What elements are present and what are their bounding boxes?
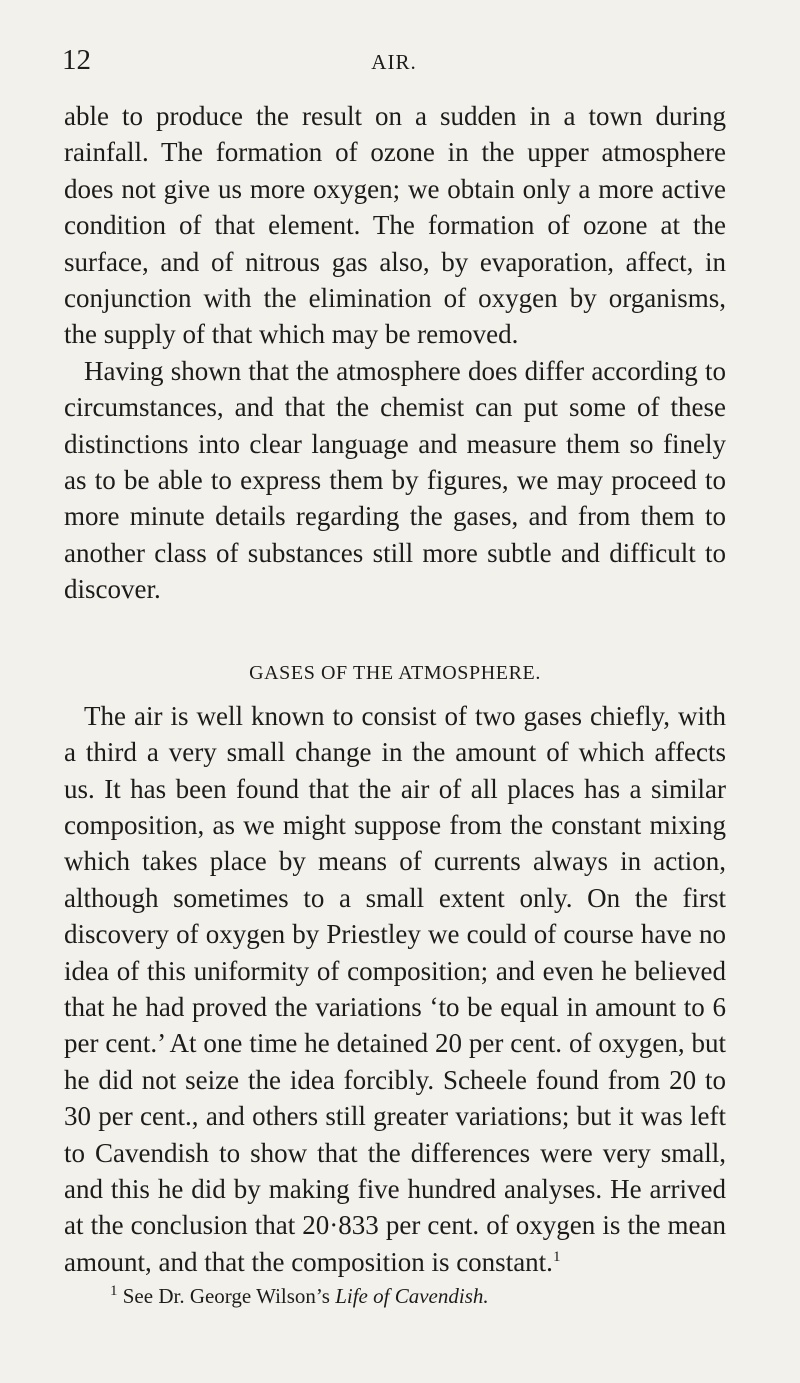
page-number: 12 — [62, 44, 91, 76]
paragraph-continuation: able to produce the result on a sudden in a town during rainfall. The formation of ozone in the upper atmosphere does not give us more oxygen; we obtain only a more active condition of that element. The formation of ozone at the surface, and of nitrous gas also, by evaporation, affect, in conjunction with the elimination of oxygen by organisms, the supply of that which may be removed. — [64, 101, 726, 350]
footnote-text: See Dr. George Wilson’s — [122, 1284, 330, 1309]
paragraph-gases — [64, 698, 726, 1281]
footnote — [64, 1282, 726, 1310]
running-title: AIR. — [371, 50, 417, 74]
section-heading: GASES OF THE ATMOSPHERE. — [249, 661, 541, 684]
paragraph-atmosphere-distinctions: Having shown that the atmosphere does differ according to circumstances, and that the chemist can put some of these distinctions into clear language and measure them so finely as to be able to express them by figures, we may proceed to more minute details regarding the gases, and from them to another class of substances still more subtle and difficult to discover. — [64, 355, 726, 605]
footnote-reference: 1 — [552, 1248, 561, 1265]
paragraph-gases-text: The air is well known to consist of two gases chiefly, with a third a very small change in the amount of which affects us. It has been found that the air of all places has a similar composition, as we might suppose from the constant mixing which takes place by means of currents always in action, although sometimes to a small extent only. On the first discovery of oxygen by Priestley we could of course have no idea of this uniformity of composition; and even he believed that he had proved the variations ‘to be equal in amount to 6 per cent.’ At one time he detained 20 per cent. of oxygen, but he did not seize the idea forcibly. Scheele found from 20 to 30 per cent., and others still greater variations; but it was left to Cavendish to show that the differences were very small, and this he did by making five hundred analyses. He arrived at the conclusion that 20·833 per cent. of oxygen is the mean amount, and that the composition is constant. — [64, 700, 726, 1277]
footnote-book-title: Life of Cavendish. — [335, 1284, 489, 1309]
page-header — [62, 40, 726, 80]
page-body — [64, 98, 726, 1310]
footnote-marker: 1 — [110, 1283, 118, 1300]
